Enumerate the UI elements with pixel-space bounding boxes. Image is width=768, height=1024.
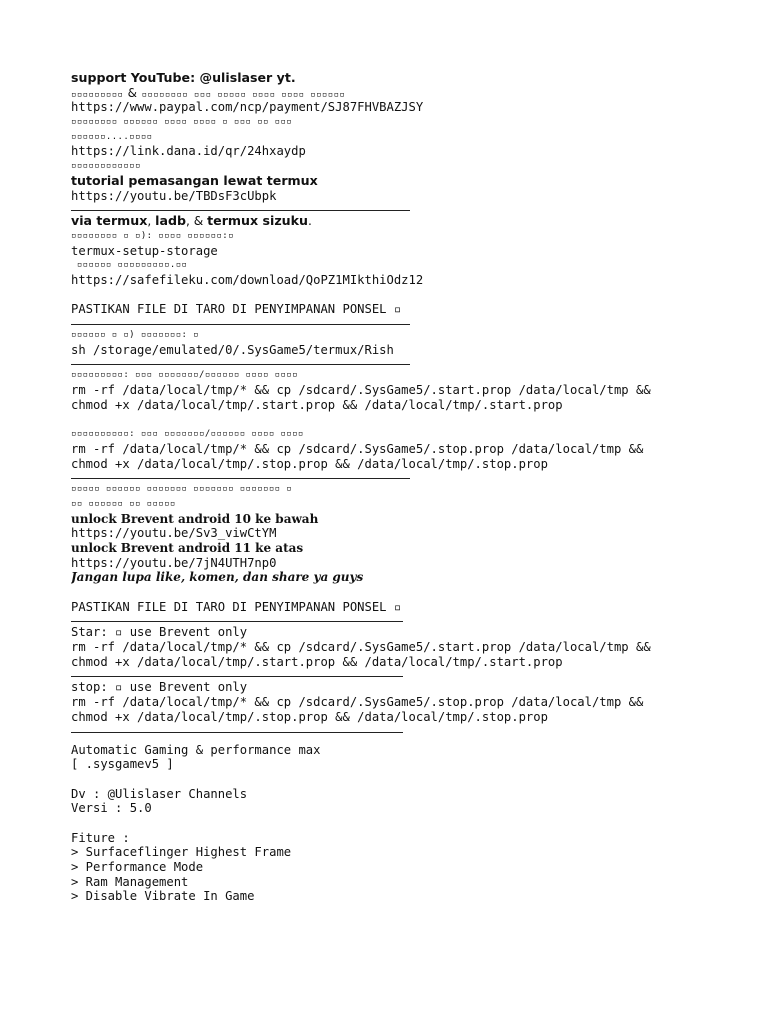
fiture-title: Fiture :: [71, 830, 130, 845]
support-youtube-label: support YouTube: [71, 71, 191, 85]
rish-cmd: sh /storage/emulated/0/.SysGame5/termux/Rish: [71, 342, 394, 357]
paypal-link[interactable]: https://www.paypal.com/ncp/payment/SJ87FHVBAZJSY: [71, 100, 424, 115]
dana-link[interactable]: https://link.dana.id/qr/24hxaydp: [71, 144, 306, 159]
garbled-line: ▫▫ ▫▫▫▫▫▫ ▫▫ ▫▫▫▫▫: [71, 498, 176, 509]
document-body: [71, 71, 761, 904]
stop-label: stop: ▫ use Brevent only: [71, 680, 248, 695]
ampersand: &: [123, 85, 142, 100]
feature-item: > Surfaceflinger Highest Frame: [71, 845, 292, 860]
via-ladb: ladb: [155, 214, 187, 229]
garbled-line: ▫▫▫▫▫▫▫▫ ▫▫▫▫▫▫ ▫▫▫▫ ▫▫▫▫ ▫ ▫▫▫ ▫▫ ▫▫▫: [71, 117, 293, 128]
garbled-text: ▫▫▫▫▫▫▫▫ ▫▫▫ ▫▫▫▫▫ ▫▫▫▫ ▫▫▫▫ ▫▫▫▫▫▫: [141, 89, 346, 100]
stop-cmd-line-1: rm -rf /data/local/tmp/* && cp /sdcard/.SysGame5/.stop.prop /data/local/tmp &&: [71, 695, 644, 710]
separator: ,: [147, 214, 156, 229]
period: .: [307, 214, 312, 229]
feature-item: > Ram Management: [71, 874, 189, 889]
garbled-line: ▫▫▫▫▫ ▫▫▫▫▫▫ ▫▫▫▫▫▫▫ ▫▫▫▫▫▫▫ ▫▫▫▫▫▫▫ ▫: [71, 484, 293, 495]
brevent-10-link[interactable]: https://youtu.be/Sv3_viwCtYM: [71, 526, 277, 541]
jangan-lupa-note: Jangan lupa like, komen, dan share ya guys: [71, 570, 364, 585]
garbled-line: ▫▫▫▫▫▫....▫▫▫▫: [71, 131, 153, 142]
support-handle: : @ulislaser yt.: [190, 71, 296, 85]
separator: , &: [186, 214, 208, 229]
safefile-link[interactable]: https://safefileku.com/download/QoPZ1MIkthiOdz12: [71, 272, 424, 287]
start-cmd-line-2: chmod +x /data/local/tmp/.start.prop && /data/local/tmp/.start.prop: [71, 397, 563, 412]
garbled-line: ▫▫▫▫▫▫▫▫▫▫▫▫: [71, 161, 141, 172]
via-termux: via termux: [71, 214, 148, 229]
garbled-text: ▫▫▫▫▫▫▫▫▫: [71, 89, 124, 100]
step1-label: ▫▫▫▫▫▫▫▫ ▫ ▫): ▫▫▫▫ ▫▫▫▫▫▫:▫: [71, 230, 234, 241]
step2-label: ▫▫▫▫▫▫ ▫ ▫) ▫▫▫▫▫▫▫: ▫: [71, 330, 200, 340]
stop-cmd-line-2: chmod +x /data/local/tmp/.stop.prop && /data/local/tmp/.stop.prop: [71, 456, 548, 471]
star-label: Star: ▫ use Brevent only: [71, 625, 248, 640]
stop-cmd-line-2: chmod +x /data/local/tmp/.stop.prop && /data/local/tmp/.stop.prop: [71, 709, 548, 724]
start-cmd-line-1: rm -rf /data/local/tmp/* && cp /sdcard/.SysGame5/.start.prop /data/local/tmp &&: [71, 383, 651, 398]
start-cmd-line-1: rm -rf /data/local/tmp/* && cp /sdcard/.SysGame5/.start.prop /data/local/tmp &&: [71, 640, 651, 655]
start-cmd-line-2: chmod +x /data/local/tmp/.start.prop && /data/local/tmp/.start.prop: [71, 654, 563, 669]
divider: [71, 614, 403, 622]
divider: [71, 203, 410, 211]
brevent-11-link[interactable]: https://youtu.be/7jN4UTH7np0: [71, 555, 277, 570]
divider: [71, 669, 403, 677]
tutorial-title: tutorial pemasangan lewat termux: [71, 173, 318, 188]
brevent-11-title: unlock Brevent android 11 ke atas: [71, 540, 304, 555]
sysgame-tag: [ .sysgamev5 ]: [71, 757, 174, 772]
feature-item: > Performance Mode: [71, 860, 204, 874]
divider: [71, 357, 410, 365]
garbled-line: [71, 86, 761, 101]
developer-line: Dv : @Ulislaser Channels: [71, 786, 248, 801]
pastikan-notice: PASTIKAN FILE DI TARO DI PENYIMPANAN PONSEL ▫: [71, 302, 402, 317]
stop-cmd-line-1: rm -rf /data/local/tmp/* && cp /sdcard/.SysGame5/.stop.prop /data/local/tmp &&: [71, 441, 644, 456]
brevent-10-title: unlock Brevent android 10 ke bawah: [71, 511, 319, 526]
divider: [71, 725, 403, 733]
via-line: [71, 214, 761, 229]
version-line: Versi : 5.0: [71, 801, 152, 816]
pastikan-notice: PASTIKAN FILE DI TARO DI PENYIMPANAN PONSEL ▫: [71, 599, 402, 614]
stop-label: ▫▫▫▫▫▫▫▫▫▫: ▫▫▫ ▫▫▫▫▫▫▫/▫▫▫▫▫▫ ▫▫▫▫ ▫▫▫▫: [71, 429, 304, 440]
feature-item: > Disable Vibrate In Game: [71, 889, 255, 904]
divider: [71, 471, 410, 479]
start-label: ▫▫▫▫▫▫▫▫▫: ▫▫▫ ▫▫▫▫▫▫▫/▫▫▫▫▫▫ ▫▫▫▫ ▫▫▫▫: [71, 370, 298, 381]
auto-gaming-title: Automatic Gaming & performance max: [71, 742, 321, 757]
garbled-line: ▫▫▫▫▫▫ ▫▫▫▫▫▫▫▫▫.▫▫: [71, 260, 188, 271]
divider: [71, 317, 410, 325]
support-line: [71, 71, 761, 86]
via-termux-sizuku: termux sizuku: [207, 214, 308, 229]
tutorial-link[interactable]: https://youtu.be/TBDsF3cUbpk: [71, 188, 277, 203]
termux-storage-cmd: termux-setup-storage: [71, 243, 218, 258]
